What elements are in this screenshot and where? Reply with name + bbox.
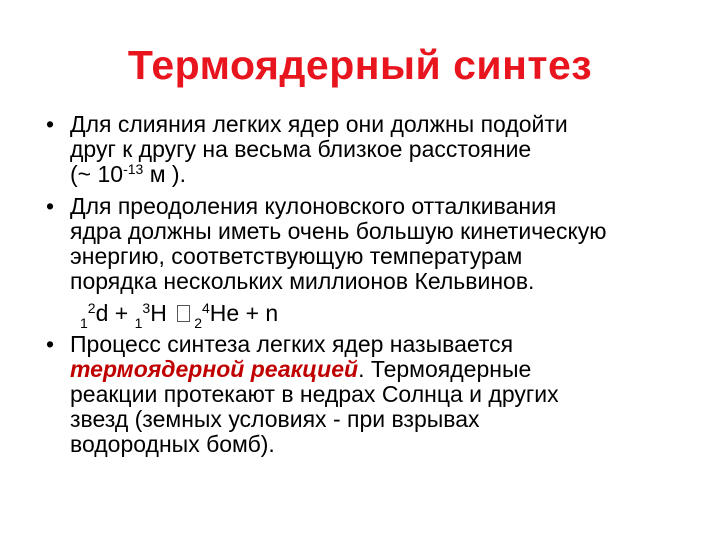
bullet-icon: •: [46, 331, 55, 357]
helium-symbol: He: [209, 300, 240, 326]
neutron-term: + n: [239, 300, 279, 326]
item3-line2: [70, 357, 686, 382]
tritium-symbol: H: [150, 300, 174, 326]
deuterium-mass: 2: [87, 300, 96, 316]
bullet-item-reaction: [46, 332, 686, 457]
item1-line3: [70, 162, 686, 187]
item1-line3-post: м ).: [143, 161, 186, 187]
bullet-icon: •: [46, 111, 55, 137]
item3-line4: звезд (земных условиях - при взрывах: [70, 406, 480, 432]
tritium-charge: 1: [134, 315, 143, 331]
item1-line3-pre: (~ 10: [70, 161, 124, 187]
reaction-arrow-icon: [177, 305, 190, 322]
bullet-item-distance: [46, 112, 686, 187]
item3-line5: водородных бомб).: [70, 431, 275, 457]
bullet-icon: •: [46, 193, 55, 219]
item3-line1: Процесс синтеза легких ядер называется: [70, 331, 514, 357]
deuterium-charge: 1: [80, 315, 88, 331]
item2-line1: Для преодоления кулоновского отталкивания: [70, 193, 557, 219]
fusion-reaction-formula: [46, 300, 686, 331]
item2-line2: ядра должны иметь очень большую кинетическую: [70, 218, 607, 244]
helium-charge: 2: [194, 315, 202, 331]
thermonuclear-reaction-term: термоядерной реакцией: [70, 356, 359, 382]
item2-line3: энергию, соответствующую температурам: [70, 243, 523, 269]
item2-line4: порядка нескольких миллионов Кельвинов.: [70, 268, 535, 294]
item1-line1: Для слияния легких ядер они должны подойти: [70, 111, 568, 137]
deuterium-symbol: d: [95, 300, 109, 326]
item3-line2-rest: . Термоядерные: [358, 356, 532, 382]
slide-title: Термоядерный синтез: [127, 42, 593, 88]
tritium-mass: 3: [142, 300, 151, 316]
item1-line2: друг к другу на весьма близкое расстояние: [70, 136, 532, 162]
item3-line3: реакции протекают в недрах Солнца и других: [70, 381, 559, 407]
bullet-item-energy: [46, 194, 686, 294]
helium-mass: 4: [202, 300, 210, 316]
plus-sign: +: [108, 300, 135, 326]
item1-exponent: -13: [123, 161, 144, 177]
slide-body: [46, 112, 686, 464]
